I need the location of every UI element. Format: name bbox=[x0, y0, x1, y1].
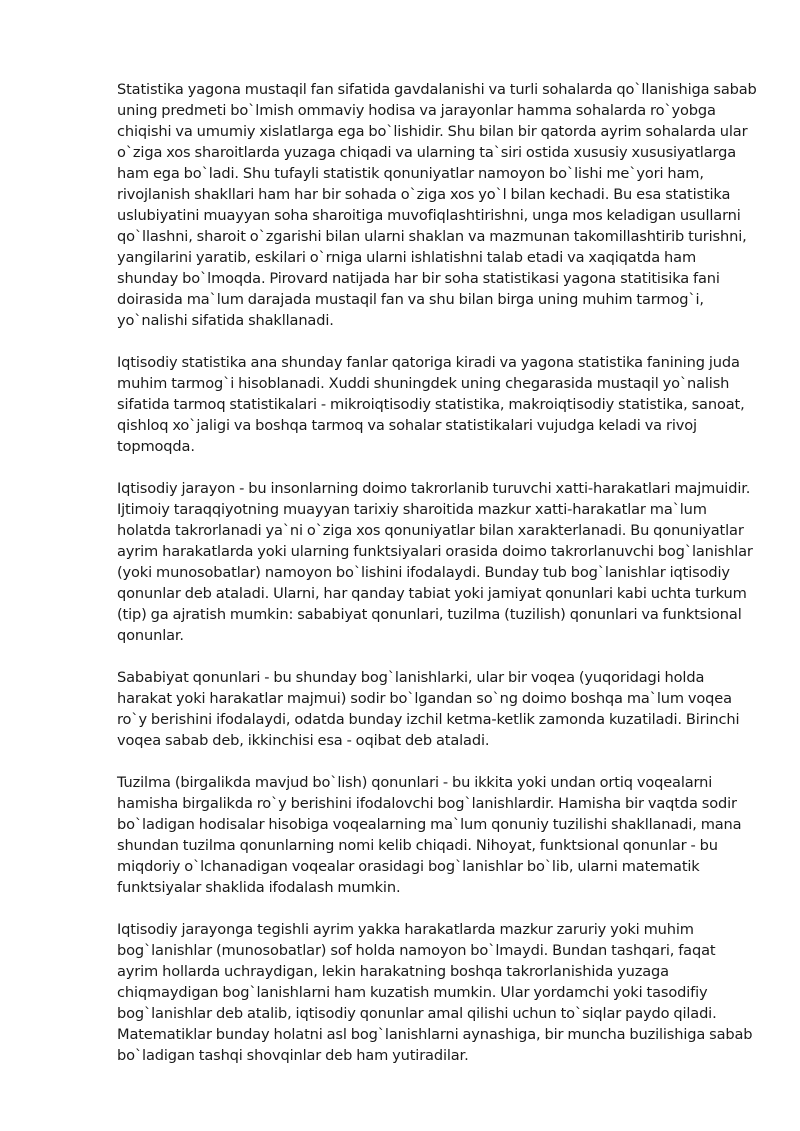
document-page bbox=[117, 79, 757, 1087]
paragraph-4: Sababiyat qonunlari - bu shunday bog`lanishlarki, ular bir voqea (yuqoridagi holda harakat yoki harakatlar majmui) sodir bo`lgandan so`ng doimo boshqa ma`lum voqea ro`y berishini ifodalaydi, odatda bunday izchil ketma-ketlik zamonda kuzatiladi. Birinchi voqea sabab deb, ikkinchisi esa - oqibat deb ataladi. bbox=[117, 669, 740, 749]
paragraph-2: Iqtisodiy statistika ana shunday fanlar qatoriga kiradi va yagona statistika fanining juda muhim tarmog`i hisoblanadi. Xuddi shuningdek uning chegarasida mustaqil yo`nalish sifatida tarmoq statistikalari - mikroiqtisodiy statistika, makroiqtisodiy statistika, sanoat, qishloq xo`jaligi va boshqa tarmoq va sohalar statistikalari vujudga keladi va rivoj topmoqda. bbox=[117, 354, 745, 455]
paragraph-5: Tuzilma (birgalikda mavjud bo`lish) qonunlari - bu ikkita yoki undan ortiq voqealarni hamisha birgalikda ro`y berishini ifodalovchi bog`lanishlardir. Hamisha bir vaqtda sodir bo`ladigan hodisalar hisobiga voqealarning ma`lum qonuniy tuzilishi shakllanadi, mana shundan tuzilma qonunlarning nomi kelib chiqadi. Nihoyat, funktsional qonunlar - bu miqdoriy o`lchanadigan voqealar orasidagi bog`lanishlar bo`lib, ularni matematik funktsiyalar shaklida ifodalash mumkin. bbox=[117, 774, 742, 896]
paragraph-6: Iqtisodiy jarayonga tegishli ayrim yakka harakatlarda mazkur zaruriy yoki muhim bog`lanishlar (munosobatlar) sof holda namoyon bo`lmaydi. Bundan tashqari, faqat ayrim hollarda uchraydigan, lekin harakatning boshqa takrorlanishida yuzaga chiqmaydigan bog`lanishlarni ham kuzatish mumkin. Ular yordamchi yoki tasodifiy bog`lanishlar deb atalib, iqtisodiy qonunlar amal qilishi uchun to`siqlar paydo qiladi. Matematiklar bunday holatni asl bog`lanishlarni aynashiga, bir muncha buzilishiga sabab bo`ladigan tashqi shovqinlar deb ham yutiradilar. bbox=[117, 921, 753, 1064]
paragraph-3: Iqtisodiy jarayon - bu insonlarning doimo takrorlanib turuvchi xatti-harakatlari majmuidir. Ijtimoiy taraqqiyotning muayyan tarixiy sharoitida mazkur xatti-harakatlar ma`lum holatda takrorlanadi ya`ni o`ziga xos qonuniyatlar bilan xarakterlanadi. Bu qonuniyatlar ayrim harakatlarda yoki ularning funktsiyalari orasida doimo takrorlanuvchi bog`lanishlar (yoki munosobatlar) namoyon bo`lishini ifodalaydi. Bunday tub bog`lanishlar iqtisodiy qonunlar deb ataladi. Ularni, har qanday tabiat yoki jamiyat qonunlari kabi uchta turkum (tip) ga ajratish mumkin: sababiyat qonunlari, tuzilma (tuzilish) qonunlari va funktsional qonunlar. bbox=[117, 480, 753, 644]
paragraph-1: Statistika yagona mustaqil fan sifatida gavdalanishi va turli sohalarda qo`llanishiga sabab uning predmeti bo`lmish ommaviy hodisa va jarayonlar hamma sohalarda ro`yobga chiqishi va umumiy xislatlarga ega bo`lishidir. Shu bilan bir qatorda ayrim sohalarda ular o`ziga xos sharoitlarda yuzaga chiqadi va ularning ta`siri ostida xususiy xususiyatlarga ham ega bo`ladi. Shu tufayli statistik qonuniyatlar namoyon bo`lishi me`yori ham, rivojlanish shakllari ham har bir sohada o`ziga xos yo`l bilan kechadi. Bu esa statistika uslubiyatini muayyan soha sharoitiga muvofiqlashtirishni, unga mos keladigan usullarni qo`llashni, sharoit o`zgarishi bilan ularni shaklan va mazmunan takomillashtirib turishni, yangilarini yaratib, eskilari o`rniga ularni ishlatishni talab etadi va xaqiqatda ham shunday bo`lmoqda. Pirovard natijada har bir soha statistikasi yagona statitisika fani doirasida ma`lum darajada mustaqil fan va shu bilan birga uning muhim tarmog`i, yo`nalishi sifatida shakllanadi. bbox=[117, 81, 757, 329]
